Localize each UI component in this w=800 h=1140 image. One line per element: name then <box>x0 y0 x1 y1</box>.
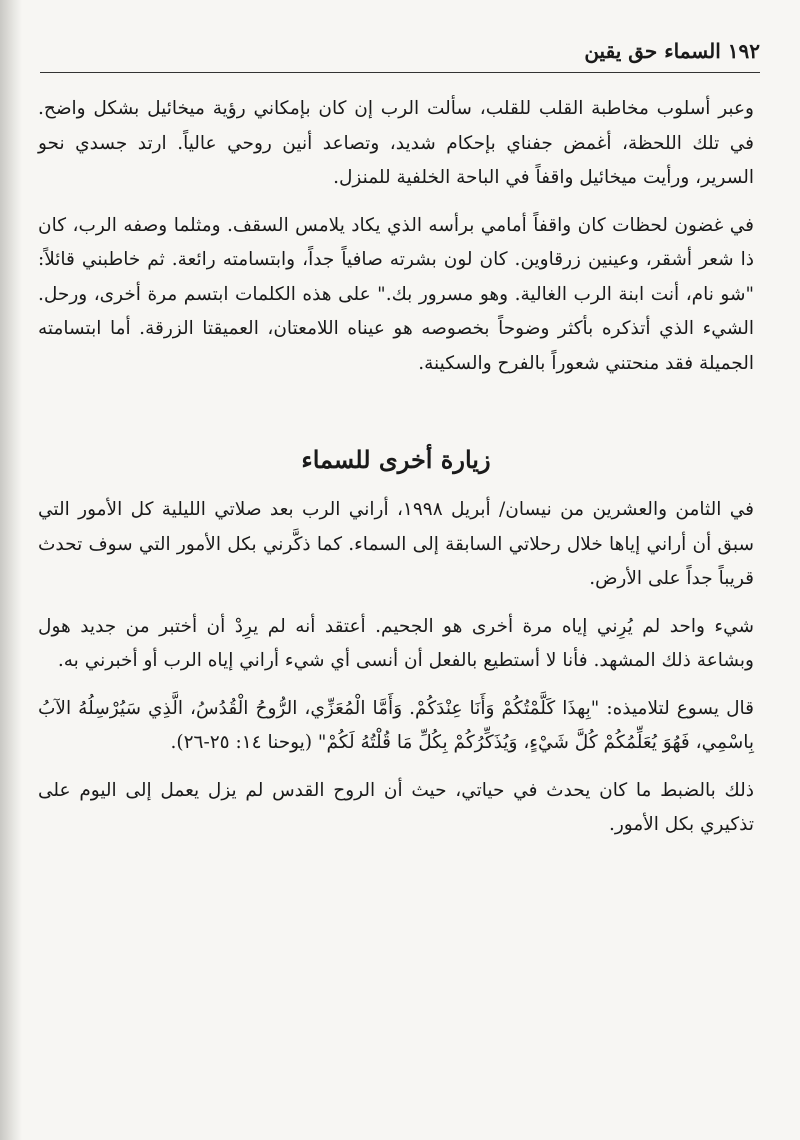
binding-shadow <box>0 0 22 1140</box>
page-number: ١٩٢ <box>727 39 760 63</box>
paragraph: وعبر أسلوب مخاطبة القلب للقلب، سألت الرب إن كان بإمكاني رؤية ميخائيل بشكل واضح. في تلك اللحظة، أغمض جفناي بإحكام شديد، وتصاعد أنين روحي عالياً. ارتد جسدي نحو السرير، ورأيت ميخائيل واقفاً في الباحة الخلفية للمنزل. <box>38 98 754 188</box>
page-body <box>38 92 754 856</box>
running-title: السماء حق يقين <box>584 39 721 63</box>
paragraph: في غضون لحظات كان واقفاً أمامي برأسه الذي يكاد يلامس السقف. ومثلما وصفه الرب، كان ذا شعر أشقر، وعينين زرقاوين. كان لون بشرته صافياً جداً، وابتسامته رائعة. ثم خاطبني قائلاً: "شو نام، أنت ابنة الرب الغالية. وهو مسرور بك." على هذه الكلمات ابتسم مرة أخرى، ورحل. الشيء الذي أتذكره بأكثر وضوحاً بخصوصه هو عيناه اللامعتان، العميقتا الزرقة. أما ابتسامته الجميلة فقد منحتني شعوراً بالفرح والسكينة. <box>38 214 754 374</box>
paragraph: في الثامن والعشرين من نيسان/ أبريل ١٩٩٨، أراني الرب بعد صلاتي الليلية كل الأمور التي سبق أن أراني إياها خلال رحلاتي السابقة إلى السماء. كما ذكَّرني بكل الأمور التي سوف تحدث قريباً جداً على الأرض. <box>38 499 754 589</box>
section-heading: زيارة أخرى للسماء <box>301 445 491 474</box>
running-header <box>40 38 760 64</box>
paragraph: قال يسوع لتلاميذه: "بِهذَا كَلَّمْتُكُمْ وَأَنَا عِنْدَكُمْ. وَأَمَّا الْمُعَزِّي، الرُّوحُ الْقُدُسُ، الَّذِي سَيُرْسِلُهُ الآبُ بِاسْمِي، فَهُوَ يُعَلِّمُكُمْ كُلَّ شَيْءٍ، وَيُذَكِّرُكُمْ بِكُلِّ مَا قُلْتُهُ لَكُمْ" (يوحنا ١٤: ٢٥-٢٦). <box>38 697 754 753</box>
paragraph: ذلك بالضبط ما كان يحدث في حياتي، حيث أن الروح القدس لم يزل يعمل إلى اليوم على تذكيري بكل الأمور. <box>38 779 754 835</box>
header-divider <box>40 72 760 73</box>
paragraph: شيء واحد لم يُرِني إياه مرة أخرى هو الجحيم. أعتقد أنه لم يرِدْ أن أختبر من جديد هول وبشاعة ذلك المشهد. فأنا لا أستطيع بالفعل أن أنسى أي شيء أراني إياه الرب أو أخبرني به. <box>38 615 754 671</box>
